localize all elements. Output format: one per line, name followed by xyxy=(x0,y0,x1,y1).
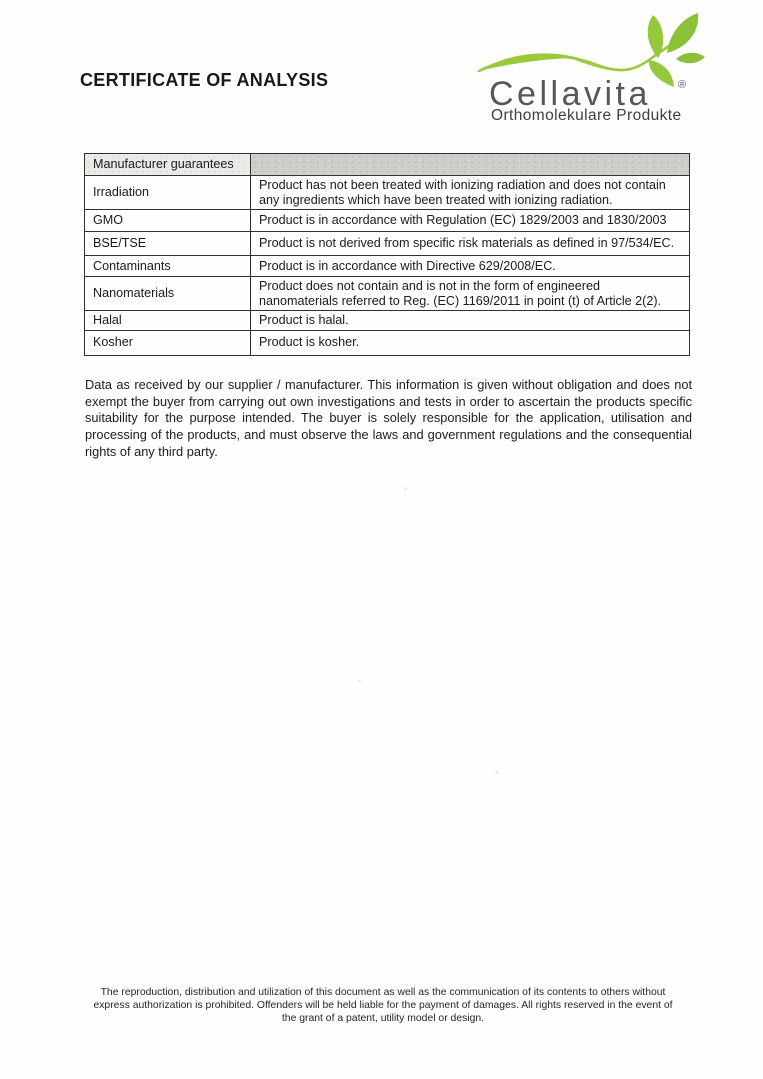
table-row xyxy=(85,232,690,256)
row-value: Product is kosher. xyxy=(251,330,690,355)
scan-speck xyxy=(495,771,499,774)
logo-leaves-icon xyxy=(648,13,705,87)
table-header-row xyxy=(85,154,690,176)
header-label-cell: Manufacturer guarantees xyxy=(85,154,251,176)
row-value: Product is not derived from specific risk materials as defined in 97/534/EC. xyxy=(251,232,690,256)
footer-legal-text: The reproduction, distribution and utilization of this document as well as the communication of its contents to others without express authorization is prohibited. Offenders will be held liable for the payment of damages. All rights reserved in the event of the grant of a patent, utility model or design. xyxy=(93,987,673,1025)
logo-tagline: Orthomolekulare Produkte xyxy=(491,107,682,124)
page-title: CERTIFICATE OF ANALYSIS xyxy=(80,70,329,90)
scan-speck xyxy=(404,487,407,490)
table-row xyxy=(85,330,690,355)
row-label: Irradiation xyxy=(85,176,251,210)
cellavita-logo xyxy=(477,8,709,136)
row-value: Product has not been treated with ionizing radiation and does not contain any ingredients which have been treated with ionizing radiation. xyxy=(251,176,690,210)
row-value: Product is halal. xyxy=(251,311,690,331)
table-row xyxy=(85,277,690,311)
row-value: Product does not contain and is not in the form of engineered nanomaterials referred to Reg. (EC) 1169/2011 in point (t) of Article 2(2). xyxy=(251,277,690,311)
logo-swoosh-icon xyxy=(479,24,696,71)
table-row xyxy=(85,176,690,210)
row-value: Product is in accordance with Regulation (EC) 1829/2003 and 1830/2003 xyxy=(251,210,690,232)
logo-brand-text: Cellavita xyxy=(489,75,651,113)
disclaimer-text: Data as received by our supplier / manufacturer. This information is given without obligation and does not exempt the buyer from carrying out own investigations and tests in order to ascertain the products specific suitability for the purpose intended. The buyer is solely responsible for the application, utilisation and processing of the products, and must observe the laws and government regulations and the consequential rights of any third party. xyxy=(85,377,692,459)
row-label: Halal xyxy=(85,311,251,331)
registered-trademark-icon: ® xyxy=(678,79,687,91)
scan-speck xyxy=(358,679,361,682)
row-label: GMO xyxy=(85,210,251,232)
row-label: Contaminants xyxy=(85,256,251,277)
row-value: Product is in accordance with Directive 629/2008/EC. xyxy=(251,256,690,277)
guarantees-table xyxy=(84,153,690,356)
row-label: Nanomaterials xyxy=(85,277,251,311)
header-empty-cell xyxy=(251,154,690,176)
table-row xyxy=(85,210,690,232)
row-label: Kosher xyxy=(85,330,251,355)
table-row xyxy=(85,256,690,277)
row-label: BSE/TSE xyxy=(85,232,251,256)
table-row xyxy=(85,311,690,331)
